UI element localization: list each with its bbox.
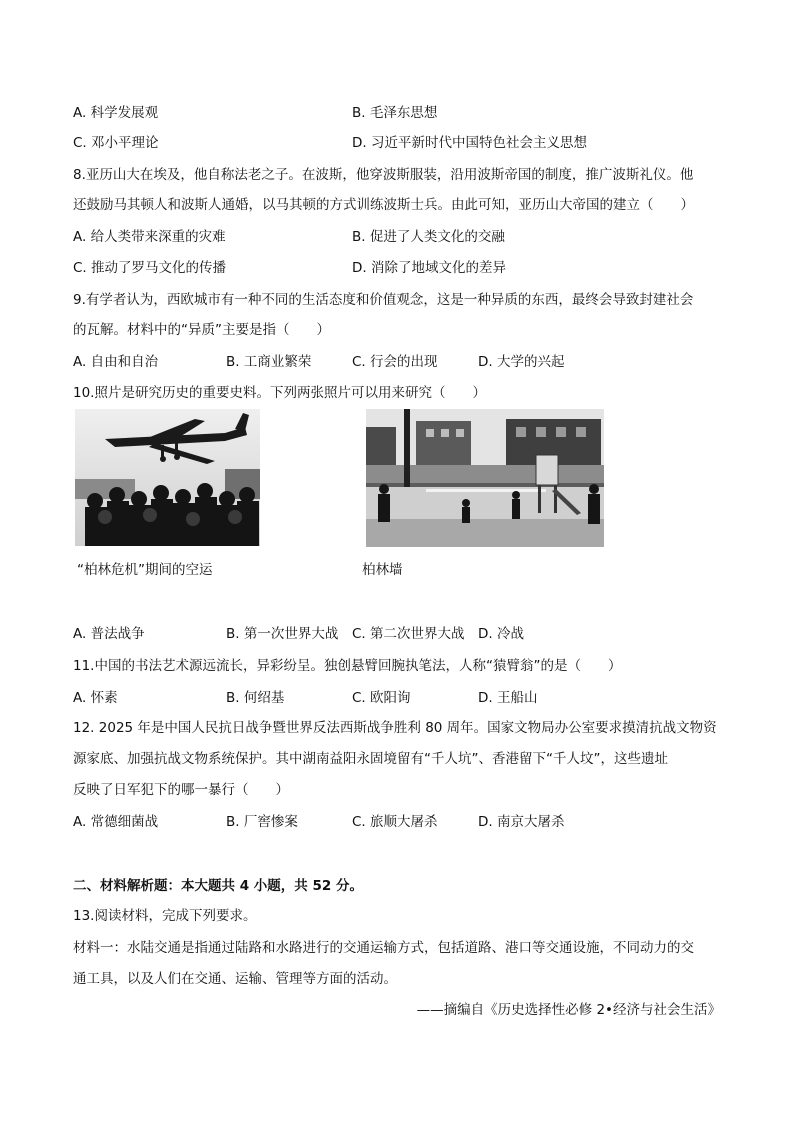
q9-stem-line1: 9.有学者认为，西欧城市有一种不同的生活态度和价值观念，这是一种异质的东西，最终会导致封建社会 (73, 292, 694, 308)
q10-option-c: C. 第二次世界大战 (352, 626, 465, 642)
berlin-wall-caption: 柏林墙 (362, 562, 403, 578)
airlift-photo (75, 409, 260, 546)
q9-stem-line2: 的瓦解。材料中的“异质”主要是指（ ） (73, 322, 330, 338)
q10-option-a: A. 普法战争 (73, 626, 145, 642)
q8-stem-line2: 还鼓励马其顿人和波斯人通婚，以马其顿的方式训练波斯士兵。由此可知，亚历山大帝国的建立（ ） (73, 197, 694, 213)
q7-option-d: D. 习近平新时代中国特色社会主义思想 (352, 135, 587, 151)
q9-option-d: D. 大学的兴起 (478, 354, 565, 370)
q12-stem-line1: 12. 2025 年是中国人民抗日战争暨世界反法西斯战争胜利 80 周年。国家文物局办公室要求摸清抗战文物资 (73, 720, 717, 736)
q12-option-b: B. 厂窖惨案 (226, 814, 298, 830)
q9-option-b: B. 工商业繁荣 (226, 354, 312, 370)
q10-option-b: B. 第一次世界大战 (226, 626, 339, 642)
q13-stem: 13.阅读材料，完成下列要求。 (73, 908, 257, 924)
q8-option-b: B. 促进了人类文化的交融 (352, 229, 505, 245)
q11-option-a: A. 怀素 (73, 690, 118, 706)
q12-option-c: C. 旅顺大屠杀 (352, 814, 438, 830)
q13-material1-line1: 材料一：水陆交通是指通过陆路和水路进行的交通运输方式，包括道路、港口等交通设施，不同动力的交 (73, 940, 694, 956)
q9-option-a: A. 自由和自治 (73, 354, 159, 370)
q12-option-a: A. 常德细菌战 (73, 814, 159, 830)
q10-option-d: D. 冷战 (478, 626, 524, 642)
q11-stem: 11.中国的书法艺术源远流长，异彩纷呈。独创悬臂回腕执笔法，人称“猿臂翁”的是（ ） (73, 658, 622, 674)
q7-option-c: C. 邓小平理论 (73, 135, 159, 151)
section2-title: 二、材料解析题：本大题共 4 小题，共 52 分。 (73, 878, 363, 894)
q8-option-c: C. 推动了罗马文化的传播 (73, 260, 227, 276)
q12-stem-line3: 反映了日军犯下的哪一暴行（ ） (73, 782, 289, 798)
q12-stem-line2: 源家底、加强抗战文物系统保护。其中湖南益阳永固境留有“千人坑”、香港留下“千人坟”，这些遗址 (73, 751, 668, 767)
q13-source: ——摘编自《历史选择性必修 2•经济与社会生活》 (416, 1002, 721, 1018)
q9-option-c: C. 行会的出现 (352, 354, 438, 370)
q8-option-a: A. 给人类带来深重的灾难 (73, 229, 226, 245)
q8-stem-line1: 8.亚历山大在埃及，他自称法老之子。在波斯，他穿波斯服装，沿用波斯帝国的制度，推广波斯礼仪。他 (73, 167, 694, 183)
berlin-wall-photo (366, 409, 604, 547)
q7-option-a: A. 科学发展观 (73, 105, 159, 121)
q11-option-b: B. 何绍基 (226, 690, 285, 706)
airlift-caption: “柏林危机”期间的空运 (77, 562, 213, 578)
q10-stem: 10.照片是研究历史的重要史料。下列两张照片可以用来研究（ ） (73, 385, 486, 401)
q11-option-c: C. 欧阳询 (352, 690, 411, 706)
q13-material1-line2: 通工具，以及人们在交通、运输、管理等方面的活动。 (73, 971, 397, 987)
q11-option-d: D. 王船山 (478, 690, 538, 706)
q7-option-b: B. 毛泽东思想 (352, 105, 438, 121)
q12-option-d: D. 南京大屠杀 (478, 814, 565, 830)
q8-option-d: D. 消除了地域文化的差异 (352, 260, 506, 276)
